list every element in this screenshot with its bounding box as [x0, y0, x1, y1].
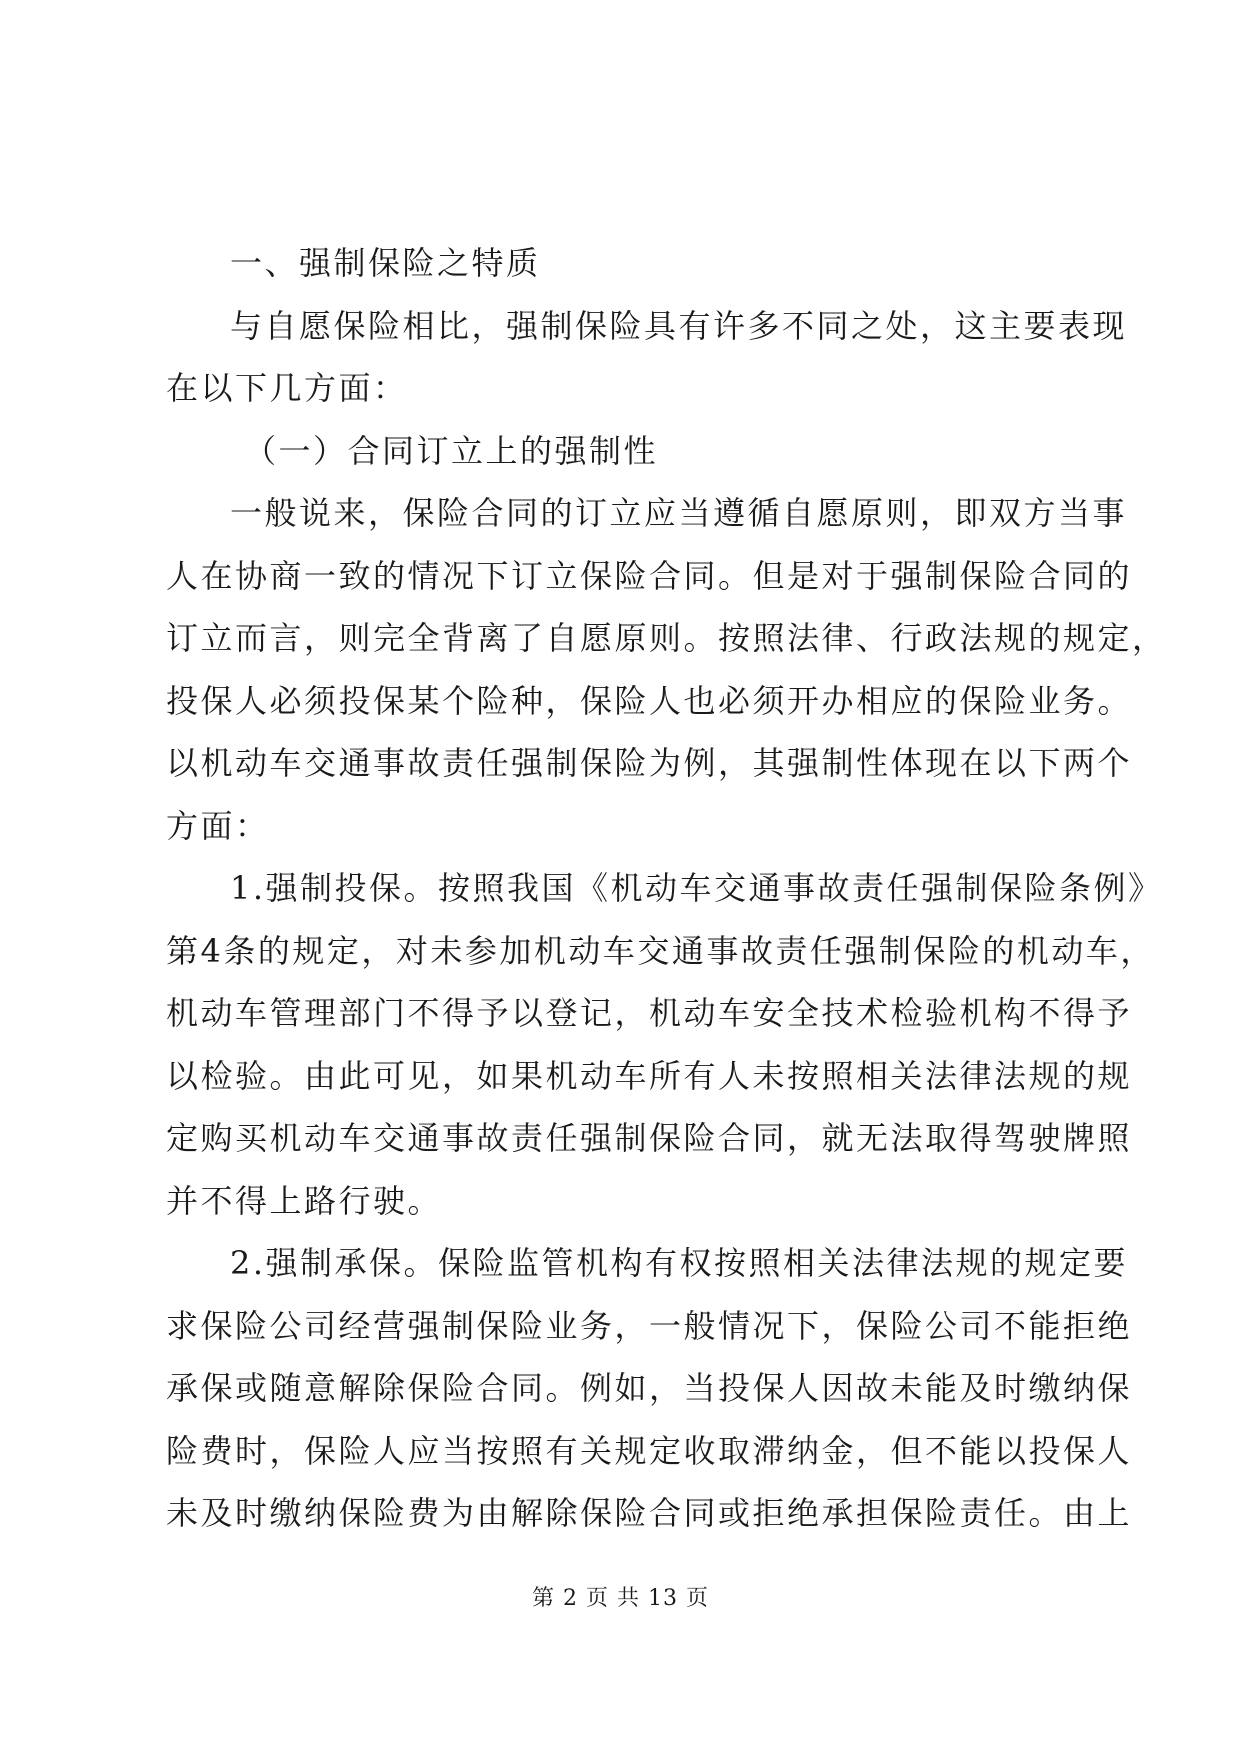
- list-item-line: 第4条的规定，对未参加机动车交通事故责任强制保险的机动车，: [166, 931, 1155, 970]
- list-item-line: 机动车管理部门不得予以登记，机动车安全技术检验机构不得予: [166, 994, 1133, 1032]
- list-item-line: 承保或随意解除保险合同。例如，当投保人因故未能及时缴纳保: [166, 1369, 1133, 1407]
- list-item-line: 未及时缴纳保险费为由解除保险合同或拒绝承担保险责任。由上: [166, 1494, 1133, 1532]
- paragraph-line: 人在协商一致的情况下订立保险合同。但是对于强制保险合同的: [166, 556, 1133, 595]
- list-item-line: 2.强制承保。保险监管机构有权按照相关法律法规的规定要: [230, 1244, 1129, 1282]
- paragraph-line: 与自愿保险相比，强制保险具有许多不同之处，这主要表现: [230, 306, 1128, 345]
- paragraph-line: 一般说来，保险合同的订立应当遵循自愿原则，即双方当事: [230, 494, 1128, 532]
- paragraph-line: 方面：: [166, 806, 270, 845]
- list-item-line: 以检验。由此可见，如果机动车所有人未按照相关法律法规的规: [166, 1056, 1133, 1095]
- document-body: [166, 232, 1167, 1545]
- paragraph-line: 投保人必须投保某个险种，保险人也必须开办相应的保险业务。: [166, 681, 1133, 720]
- paragraph-line: 订立而言，则完全背离了自愿原则。按照法律、行政法规的规定，: [166, 619, 1167, 657]
- section-heading: 一、强制保险之特质: [230, 244, 541, 282]
- list-item-line: 求保险公司经营强制保险业务，一般情况下，保险公司不能拒绝: [166, 1306, 1133, 1345]
- paragraph-line: 在以下几方面：: [166, 369, 408, 407]
- list-item-line: 险费时，保险人应当按照有关规定收取滞纳金，但不能以投保人: [166, 1431, 1133, 1470]
- list-item-line: 1.强制投保。按照我国《机动车交通事故责任强制保险条例》: [230, 869, 1163, 907]
- paragraph-line: 以机动车交通事故责任强制保险为例，其强制性体现在以下两个: [166, 744, 1133, 782]
- list-item-line: 并不得上路行驶。: [166, 1181, 443, 1220]
- page-number-footer: 第 2 页 共 13 页: [532, 1586, 709, 1611]
- list-item-line: 定购买机动车交通事故责任强制保险合同，就无法取得驾驶牌照: [166, 1119, 1133, 1157]
- subsection-heading: （一）合同订立上的强制性: [244, 431, 659, 470]
